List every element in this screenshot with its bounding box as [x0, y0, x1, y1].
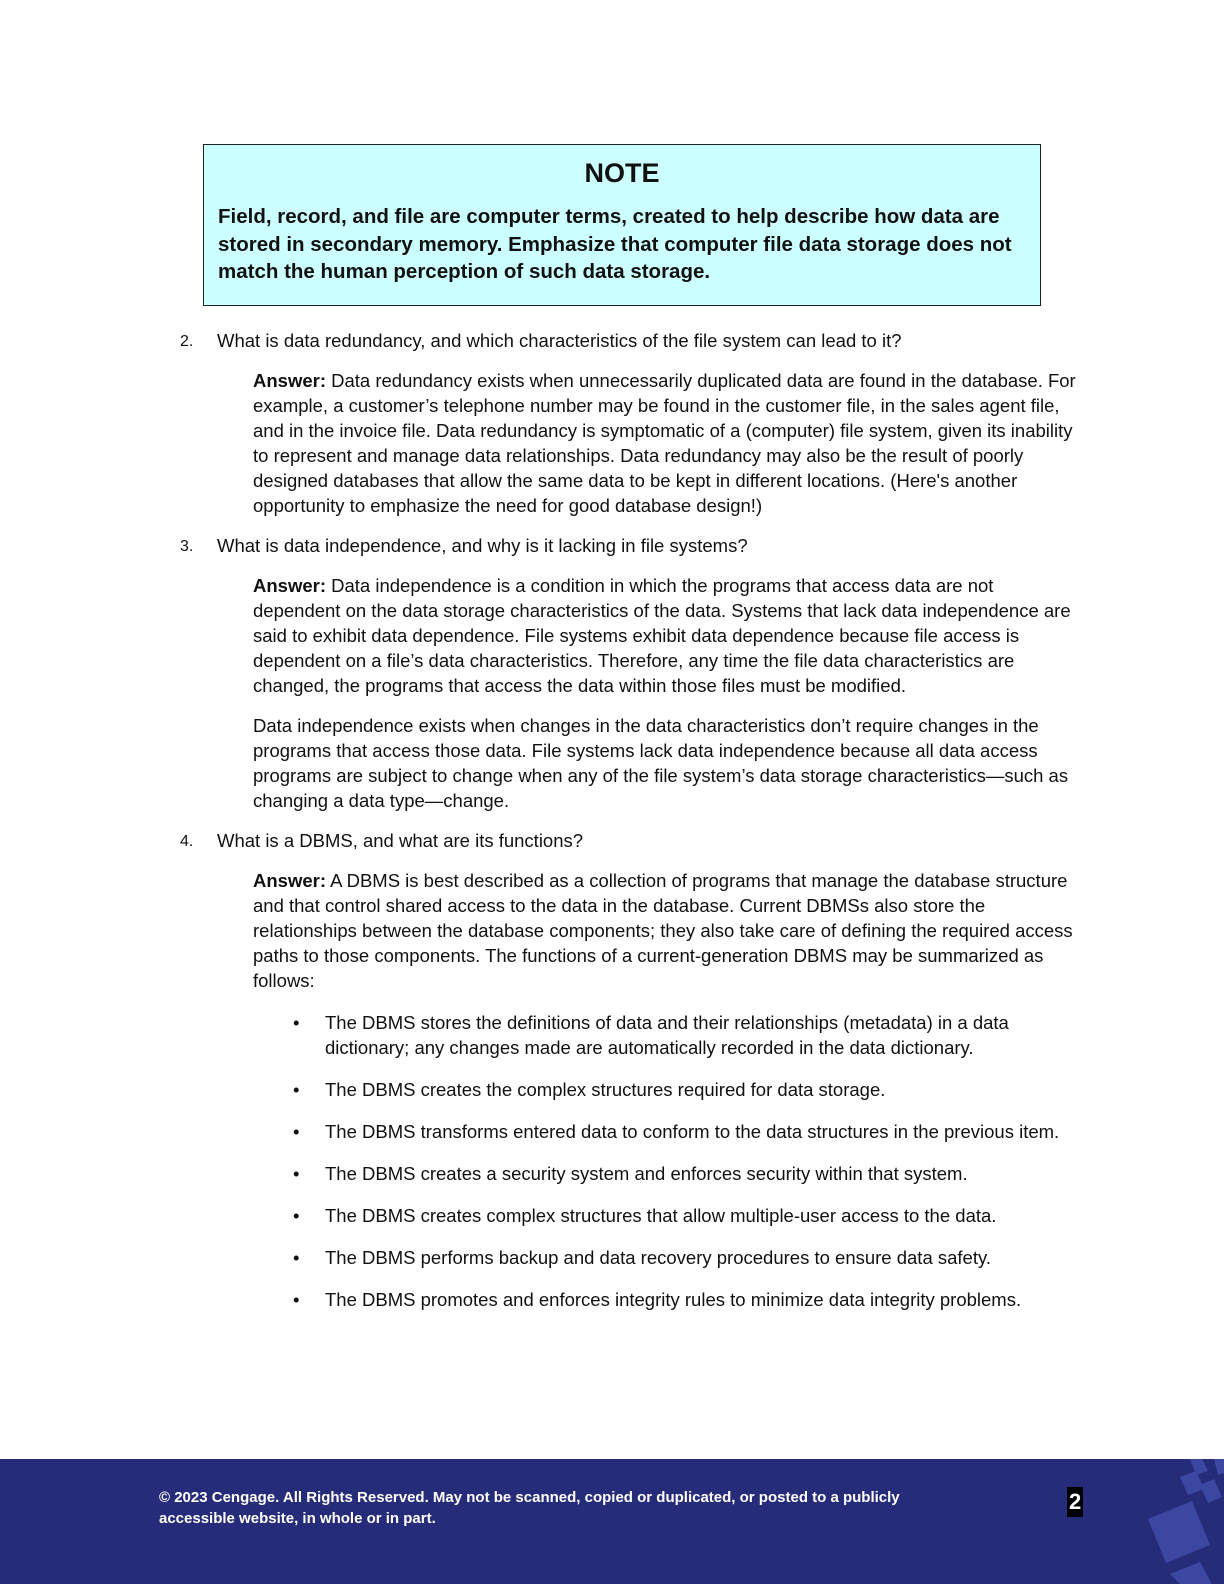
question-number: 4. — [180, 833, 194, 850]
list-item-text: The DBMS transforms entered data to conform to the data structures in the previous item. — [325, 1121, 1060, 1142]
question-3 — [180, 533, 1097, 558]
list-item — [293, 1119, 1085, 1144]
bullet-icon: • — [293, 1163, 300, 1184]
list-item — [293, 1161, 1085, 1186]
answer-text: Data redundancy exists when unnecessarily duplicated data are found in the database. For example, a customer’s telephone number may be found in the customer file, in the sales agent file, and in the invoice file. Data redundancy is symptomatic of a (computer) file system, given its inability to represent and manage data relationships. Data redundancy may also be the result of poorly designed databases that allow the same data to be kept in different locations. (Here's another opportunity to emphasize the need for good database design!) — [253, 370, 1076, 516]
answer-2 — [253, 368, 1083, 518]
bullet-icon: • — [293, 1079, 300, 1100]
list-item-text: The DBMS creates a security system and enforces security within that system. — [325, 1163, 968, 1184]
list-item — [293, 1203, 1085, 1228]
page-number: 2 — [1067, 1487, 1083, 1517]
note-box — [203, 144, 1041, 306]
question-number: 2. — [180, 333, 194, 350]
cengage-logo-icon — [1130, 1459, 1224, 1584]
bullet-icon: • — [293, 1012, 300, 1033]
list-item — [293, 1245, 1085, 1270]
bullet-icon: • — [293, 1205, 300, 1226]
list-item-text: The DBMS performs backup and data recovery procedures to ensure data safety. — [325, 1247, 991, 1268]
list-item-text: The DBMS stores the definitions of data and their relationships (metadata) in a data dictionary; any changes made are automatically recorded in the data dictionary. — [325, 1012, 1009, 1058]
list-item — [293, 1010, 1085, 1060]
answer-3 — [253, 573, 1083, 698]
note-body: Field, record, and file are computer terms, created to help describe how data are stored in secondary memory. Emphasize that computer file data storage does not match the human perception of such data storage. — [218, 205, 1012, 283]
list-item — [293, 1287, 1085, 1312]
answer-3-continued: Data independence exists when changes in the data characteristics don’t require changes in the programs that access those data. File systems lack data independence because all data access programs are subject to change when any of the file system’s data storage characteristics—such as changing a data type—change. — [253, 715, 1069, 811]
bullet-icon: • — [293, 1247, 300, 1268]
bullet-icon: • — [293, 1289, 300, 1310]
note-title: NOTE — [584, 158, 660, 188]
question-number: 3. — [180, 538, 194, 555]
page-footer — [0, 1459, 1224, 1584]
answer-label: Answer: — [253, 575, 326, 596]
question-text: What is a DBMS, and what are its functions? — [217, 830, 584, 851]
question-text: What is data redundancy, and which characteristics of the file system can lead to it? — [217, 330, 902, 351]
answer-label: Answer: — [253, 870, 326, 891]
copyright-notice: © 2023 Cengage. All Rights Reserved. May not be scanned, copied or duplicated, or posted to a publicly accessible website, in whole or in part. — [159, 1489, 900, 1527]
question-2 — [180, 328, 1097, 353]
question-list — [0, 328, 1224, 1329]
list-item-text: The DBMS creates complex structures that allow multiple-user access to the data. — [325, 1205, 997, 1226]
question-text: What is data independence, and why is it lacking in file systems? — [217, 535, 748, 556]
answer-text: A DBMS is best described as a collection of programs that manage the database structure and that control shared access to the data in the database. Current DBMSs also store the relationships between the database components; they also take care of defining the required access paths to those components. The functions of a current-generation DBMS may be summarized as follows: — [253, 870, 1073, 991]
question-4 — [180, 828, 1097, 853]
list-item-text: The DBMS creates the complex structures required for data storage. — [325, 1079, 886, 1100]
dbms-functions-list — [293, 1010, 1085, 1312]
bullet-icon: • — [293, 1121, 300, 1142]
answer-text: Data independence is a condition in which the programs that access data are not dependent on the data storage characteristics of the data. Systems that lack data independence are said to exhibit data dependence. File systems exhibit data dependence because file access is dependent on a file’s data characteristics. Therefore, any time the file data characteristics are changed, the programs that access the data within those files must be modified. — [253, 575, 1071, 696]
list-item-text: The DBMS promotes and enforces integrity rules to minimize data integrity problems. — [325, 1289, 1022, 1310]
list-item — [293, 1077, 1085, 1102]
answer-4 — [253, 868, 1083, 993]
answer-label: Answer: — [253, 370, 326, 391]
